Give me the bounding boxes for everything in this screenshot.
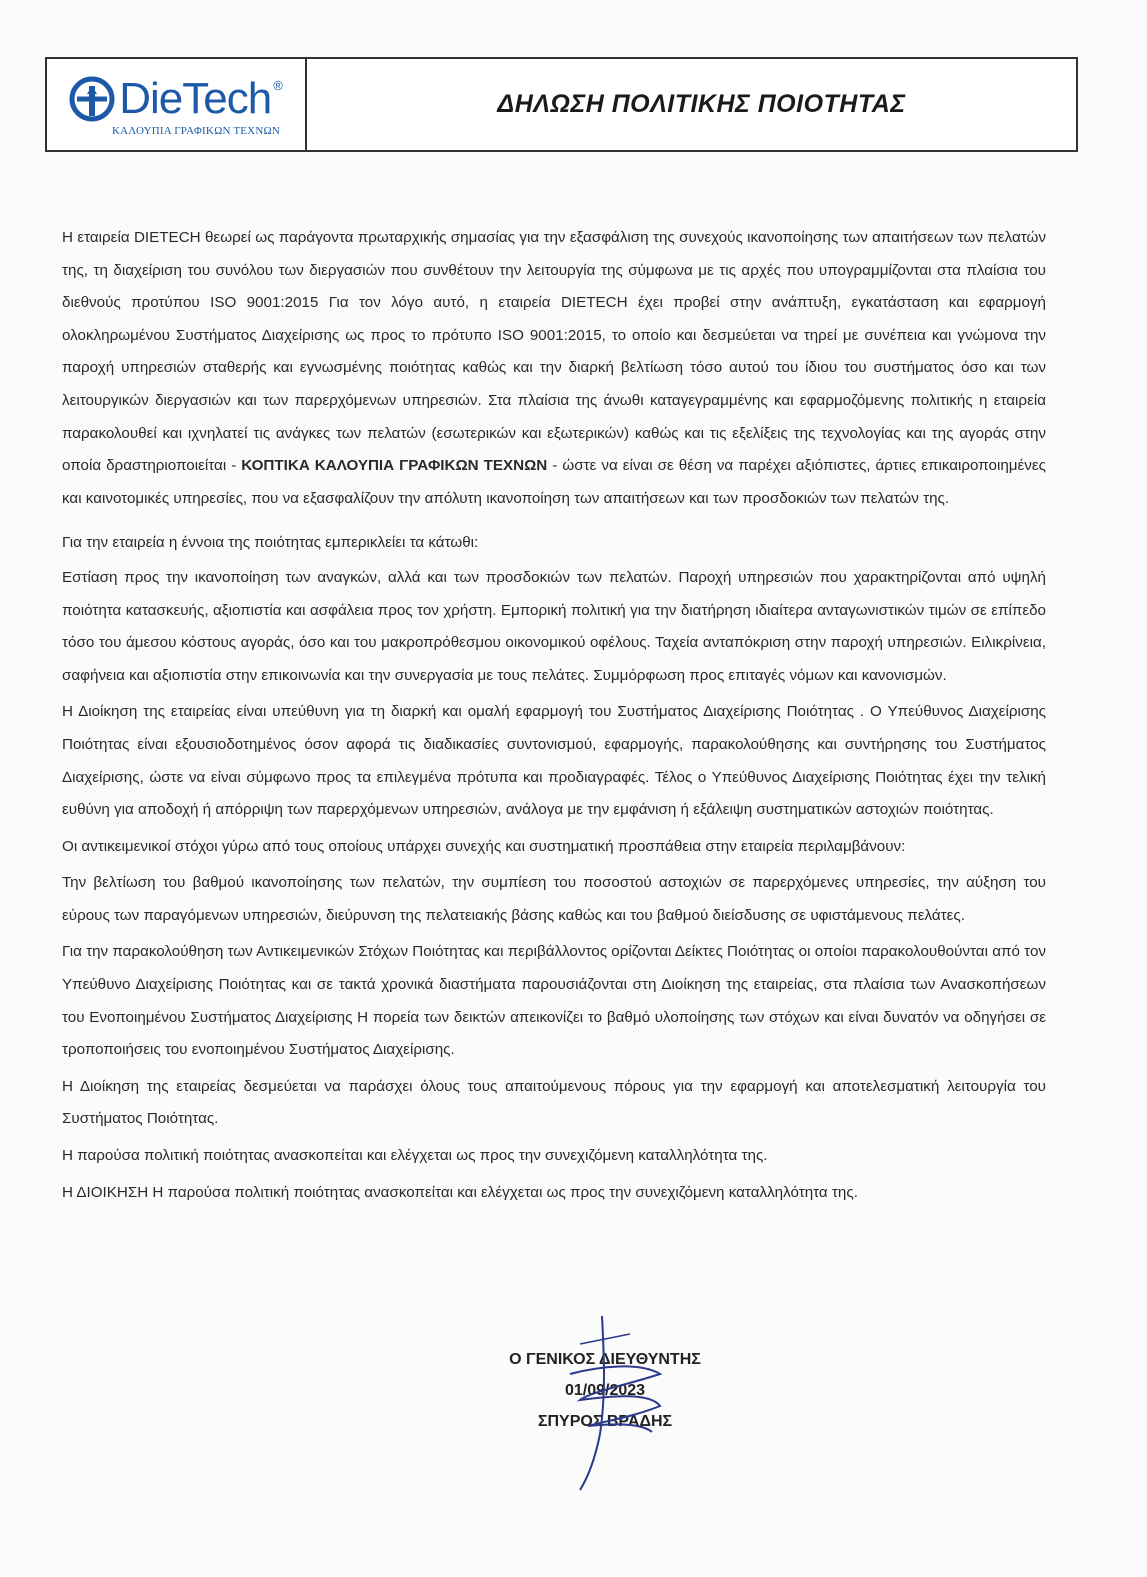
company-logo [47, 59, 307, 150]
paragraph-resources: Η Διοίκηση της εταιρείας δεσμεύεται να παράσχει όλους τους απαιτούμενους πόρους για την εφαρμογή και αποτελεσματική λειτουργία του Συστήματος Ποιότητας. [62, 1077, 1046, 1128]
logo-tagline: ΚΑΛΟΥΠΙΑ ΓΡΑΦΙΚΩΝ ΤΕΧΝΩΝ [112, 125, 280, 137]
paragraph-quality-list: Εστίαση προς την ικανοποίηση των αναγκών, αλλά και των προσδοκιών των πελατών. Παροχή υπηρεσιών που χαρακτηρίζονται από υψηλή ποιότητα κατασκευής, αξιοπιστία και ασφάλεια προς τον χρήστη. Εμπορική πολιτική για την διατήρηση ιδιαίτερα ανταγωνιστικών τιμών σε επίπεδο τόσο του άμεσου κόστους αγοράς, όσο και του μακροπρόθεσμου οικονομικού οφέλους. Ταχεία ανταπόκριση στην παροχή υπηρεσιών. Ειλικρίνεια, σαφήνεια και αξιοπιστία στην επικοινωνία και την συνεργασία με τους πελάτες. Συμμόρφωση προς επιταγές νόμων και κανονισμών. [62, 568, 1046, 684]
paragraph-management: Η Διοίκηση της εταιρείας είναι υπεύθυνη για τη διαρκή και ομαλή εφαρμογή του Συστήματος Διαχείρισης Ποιότητας . Ο Υπεύθυνος Διαχείρισης Ποιότητας είναι εξουσιοδοτημένος όσον αφορά τις διαδικασίες συντονισμού, εφαρμογής, παρακολούθησης και συντήρησης του Συστήματος Διαχείρισης, ώστε να είναι σύμφωνο προς τα επιλεγμένα πρότυπα και προδιαγραφές. Τέλος ο Υπεύθυνος Διαχείρισης Ποιότητας έχει την τελική ευθύνη για αποδοχή ή απόρριψη των παρερχόμενων υπηρεσιών, ανάλογα με την εμφάνιση ή εξάλειψη συστηματικών αστοχιών ποιότητας. [62, 703, 1046, 819]
document-title: ΔΗΛΩΣΗ ΠΟΛΙΤΙΚΗΣ ΠΟΙΟΤΗΤΑΣ [497, 90, 906, 118]
handwritten-signature [510, 1314, 690, 1494]
registered-mark: ® [273, 78, 283, 93]
signatory-role: Ο ΓΕΝΙΚΟΣ ΔΙΕΥΘΥΝΤΗΣ [509, 1351, 701, 1368]
dietech-circle-logo-icon [69, 76, 115, 122]
bold-activity: ΚΟΠΤΙΚΑ ΚΑΛΟΥΠΙΑ ΓΡΑΦΙΚΩΝ ΤΕΧΝΩΝ [241, 457, 548, 475]
paragraph-review: Η παρούσα πολιτική ποιότητας ανασκοπείται και ελέγχεται ως προς την συνεχιζόμενη καταλληλότητα της. [62, 1147, 768, 1165]
paragraph-objectives: Την βελτίωση του βαθμού ικανοποίησης των πελατών, την συμπίεση του ποσοστού αστοχιών σε παρερχόμενες υπηρεσίες, την αύξηση του εύρους των παραγόμενων υπηρεσιών, διεύρυνση της πελατειακής βάσης καθώς και του βαθμού διείσδυσης σε υφιστάμενους πελάτες. [62, 874, 1046, 924]
paragraph-management-review: Η ΔΙΟΙΚΗΣΗ Η παρούσα πολιτική ποιότητας ανασκοπείται και ελέγχεται ως προς την συνεχιζόμενη καταλληλότητα της. [62, 1183, 858, 1201]
paragraph-objectives-intro: Οι αντικειμενικοί στόχοι γύρω από τους οποίους υπάρχει συνεχής και συστηματική προσπάθεια στην εταιρεία περιλαμβάνουν: [62, 837, 906, 855]
signature-block [440, 1344, 770, 1437]
logo-wordmark: DieTech [119, 74, 272, 123]
paragraph-quality-concept: Για την εταιρεία η έννοια της ποιότητας εμπερικλείει τα κάτωθι: [62, 534, 479, 552]
paragraph-indicators: Για την παρακολούθηση των Αντικειμενικών Στόχων Ποιότητας και περιβάλλοντος ορίζονται Δείκτες Ποιότητας οι οποίοι παρακολουθούνται από τον Υπεύθυνο Διαχείρισης Ποιότητας και σε τακτά χρονικά διαστήματα παρουσιάζονται στη Διοίκηση της εταιρείας, στα πλαίσια των Ανασκοπήσεων του Ενοποιημένου Συστήματος Διαχείρισης Η πορεία των δεικτών απεικονίζει το βαθμό υλοποίησης των στόχων και είναι δυνατόν να οδηγήσει σε τροποποιήσεις του ενοποιημένου Συστήματος Διαχείρισης. [62, 943, 1046, 1059]
document-header [45, 57, 1078, 152]
signatory-name: ΣΠΥΡΟΣ ΒΡΑΔΗΣ [537, 1413, 673, 1430]
paragraph-intro: Η εταιρεία DIETECH θεωρεί ως παράγοντα πρωταρχικής σημασίας για την εξασφάλιση της συνεχούς ικανοποίησης των απαιτήσεων των πελατών της, τη διαχείριση του συνόλου των διεργασιών που συνθέτουν την λειτουργία της σύμφωνα με τις αρχές που υπογραμμίζονται στα πλαίσια του διεθνούς προτύπου ISO 9001:2015 Για τον λόγο αυτό, η εταιρεία DIETECH έχει προβεί στην ανάπτυξη, εγκατάσταση και εφαρμογή ολοκληρωμένου Συστήματος Διαχείρισης ως προς το πρότυπο ISO 9001:2015, το οποίο και δεσμεύεται να τηρεί με συνέπεια και γνώμονα την παροχή υπηρεσιών σταθερής και εγνωσμένης ποιότητας καθώς και την διαρκή βελτίωση τόσο αυτού του ίδιου του συστήματος όσο και των λειτουργικών διεργασιών και των παρερχόμενων υπηρεσιών. Στα πλαίσια της άνωθι καταγεγραμμένης και εφαρμοζόμενης πολιτικής η εταιρεία παρακολουθεί και ιχνηλατεί τις ανάγκες των πελατών (εσωτερικών και εξωτερικών) καθώς και τις εξελίξεις της τεχνολογίας και της αγοράς στην οποία δραστηριοποιείται - ΚΟΠΤΙΚΑ ΚΑΛΟΥΠΙΑ ΓΡΑΦΙΚΩΝ ΤΕΧΝΩΝ - ώστε να είναι σε θέση να παρέχει αξιόπιστες, άρτιες επικαιροποιημένες και καινοτομικές υπηρεσίες, που να εξασφαλίζουν την απόλυτη ικανοποίηση των απαιτήσεων και των προσδοκιών των πελατών της. [62, 229, 1046, 507]
document-body [62, 222, 1046, 1209]
signature-date: 01/09/2023 [564, 1382, 646, 1399]
